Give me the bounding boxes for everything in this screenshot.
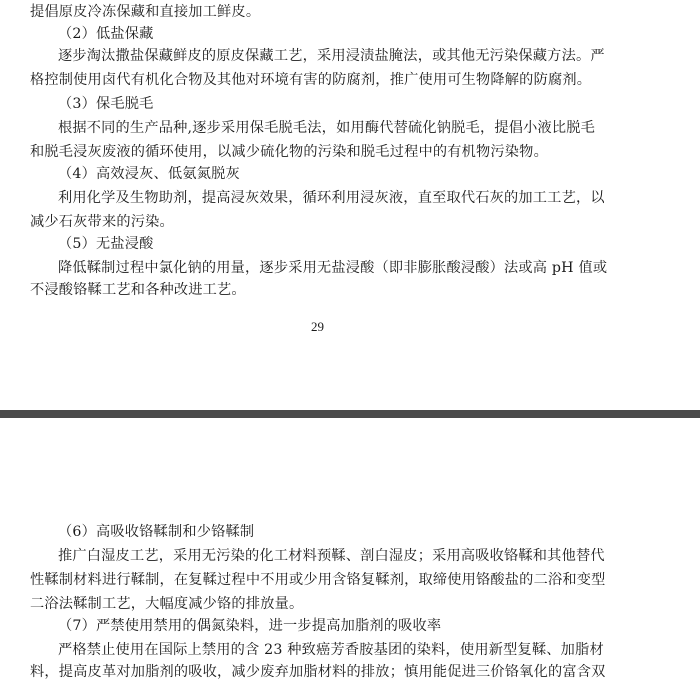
paragraph-line: 严格禁止使用在国际上禁用的含 23 种致癌芳香胺基团的染料，使用新型复鞣、加脂材: [58, 642, 604, 658]
paragraph-line: 利用化学及生物助剂，提高浸灰效果，循环利用浸灰液，直至取代石灰的加工工艺，以: [58, 190, 605, 206]
paragraph-line: 性鞣制材料进行鞣制，在复鞣过程中不用或少用含铬复鞣剂，取缔使用铬酸盐的二浴和变型: [30, 572, 606, 588]
paragraph-line: 二浴法鞣制工艺，大幅度减少铬的排放量。: [30, 596, 304, 612]
paragraph-line: 减少石灰带来的污染。: [30, 214, 174, 230]
paragraph-line: 料，提高皮革对加脂剂的吸收，减少废弃加脂材料的排放；慎用能促进三价铬氧化的富含双: [30, 664, 606, 680]
document-page-bottom: [0, 418, 700, 684]
paragraph-line: 推广白湿皮工艺，采用无污染的化工材料预鞣、剖白湿皮；采用高吸收铬鞣和其他替代: [58, 548, 605, 564]
page-separator: [0, 410, 700, 418]
paragraph-line: 降低鞣制过程中氯化钠的用量，逐步采用无盐浸酸（即非膨胀酸浸酸）法或高 pH 值或: [58, 260, 608, 276]
paragraph-line: 不浸酸铬鞣工艺和各种改进工艺。: [30, 282, 246, 298]
paragraph-line: 提倡原皮冷冻保藏和直接加工鲜皮。: [30, 4, 261, 20]
section-heading-azo-dyes: （7）严禁使用禁用的偶氮染料，进一步提高加脂剂的吸收率: [58, 618, 442, 634]
section-heading-chrome-tanning: （6）高吸收铬鞣制和少铬鞣制: [58, 524, 255, 540]
paragraph-line: 和脱毛浸灰废液的循环使用，以减少硫化物的污染和脱毛过程中的有机物污染物。: [30, 144, 548, 160]
page-number: 29: [311, 319, 324, 334]
paragraph-line: 格控制使用卤代有机化合物及其他对环境有害的防腐剂，推广使用可生物降解的防腐剂。: [30, 72, 592, 88]
section-heading-pickling: （5）无盐浸酸: [58, 236, 154, 252]
paragraph-line: 根据不同的生产品种,逐步采用保毛脱毛法，如用酶代替硫化钠脱毛，提倡小液比脱毛: [58, 120, 596, 136]
section-heading-low-salt: （2）低盐保藏: [58, 26, 154, 42]
section-heading-liming: （4）高效浸灰、低氨氮脱灰: [58, 166, 240, 182]
section-heading-hair-save: （3）保毛脱毛: [58, 96, 154, 112]
paragraph-line: 逐步淘汰撒盐保藏鲜皮的原皮保藏工艺，采用浸渍盐腌法，或其他无污染保藏方法。严: [58, 48, 605, 64]
